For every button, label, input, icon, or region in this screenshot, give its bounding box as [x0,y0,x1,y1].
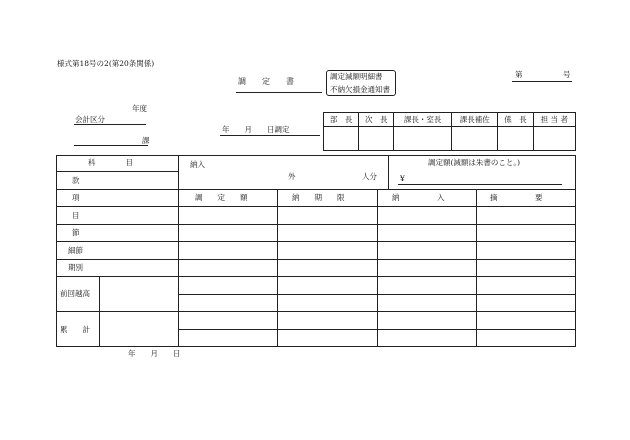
prev-balance-label: 前回越高 [60,289,90,298]
kan-label: 款 [72,176,80,185]
amount-underline [398,184,562,185]
number-prefix: 第 [515,70,523,79]
nounyu-label: 納入 [190,160,205,169]
fiscal-year-label: 年度 [132,104,147,113]
grid-v5 [476,189,477,347]
total-label: 累 計 [60,325,90,334]
grid-v1 [178,155,179,347]
kamoku-label: 科 目 [88,158,133,167]
stamp-cell[interactable] [533,127,575,151]
grid-v4 [377,189,378,347]
grid-h1 [56,171,178,172]
number-suffix: 号 [563,70,571,79]
document-title: 調 定 書 [238,77,294,86]
approval-header-kacho: 課長・室長 [394,113,452,127]
grid-h2 [56,189,576,190]
grid-h6 [56,259,576,260]
grid-h9 [56,311,576,312]
grid-h8 [178,294,576,295]
stamp-cell[interactable] [359,127,394,151]
footer-date: 年 月 日 [128,349,181,358]
saisetsu-label: 細節 [68,246,83,255]
approval-header-bucho: 部 長 [324,113,359,127]
stamp-cell[interactable] [498,127,533,151]
stamp-cell[interactable] [394,127,452,151]
chotei-amount-note: 調定額(減額は朱書のこと。) [428,158,521,167]
adjust-date-label: 年 月 日調定 [222,125,290,134]
title-underline [236,92,322,93]
approval-header-jicho: 次 長 [359,113,394,127]
yen-sign: ¥ [400,174,405,183]
kou-label: 項 [72,193,80,202]
approval-header-hosa: 課長補佐 [452,113,498,127]
col-payment: 納 入 [392,193,445,202]
ninbun-label: 人分 [362,172,377,181]
moku-label: 目 [72,211,80,220]
col-remarks: 摘 要 [490,193,543,202]
col-due-date: 納 期 限 [292,193,345,202]
form-label: 様式第18号の2(第20条関係) [57,59,155,68]
title-option-1: 調定減額明細書 [330,72,383,81]
grid-h7 [56,276,576,277]
grid-h10 [178,329,576,330]
number-underline [512,81,572,82]
col-chotei-amount: 調 定 額 [195,193,248,202]
setsu-label: 節 [72,228,80,237]
stamp-cell[interactable] [324,127,359,151]
grid-h5 [56,241,576,242]
approval-table [323,112,576,151]
title-option-2: 不納欠損金通知書 [330,85,390,94]
grid-h3 [56,206,576,207]
section-label: 課 [142,136,150,145]
soto-label: 外 [288,172,296,181]
approval-header-tanto: 担 当 者 [533,113,575,127]
section-underline [74,145,148,146]
grid-v2 [388,155,389,189]
accounting-label: 会計区分 [75,115,105,124]
accounting-underline [74,124,146,125]
grid-h4 [56,224,576,225]
adjust-date-underline [220,135,320,136]
grid-v3 [277,189,278,347]
stamp-cell[interactable] [452,127,498,151]
kibetsu-label: 期別 [68,263,83,272]
approval-header-kakaricho: 係 長 [498,113,533,127]
